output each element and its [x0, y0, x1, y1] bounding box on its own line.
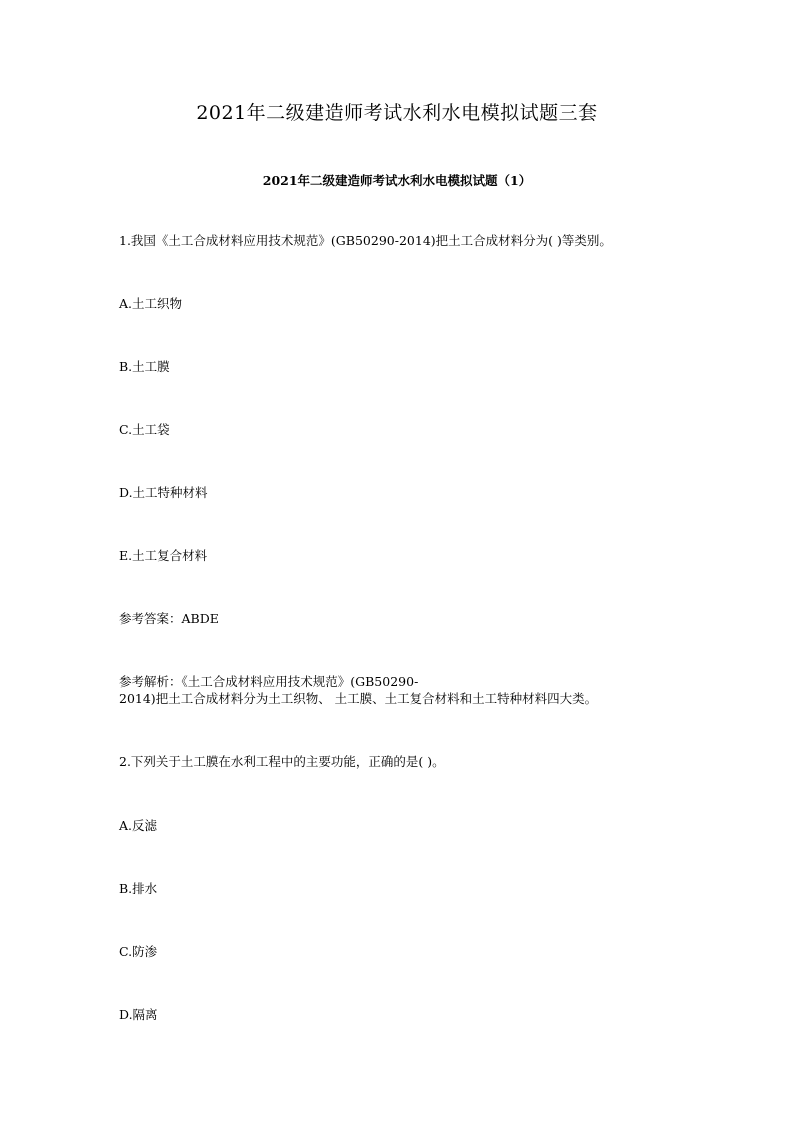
option-d: D.隔离: [119, 1007, 158, 1022]
option-b: B.排水: [119, 881, 158, 896]
question-stem: 2.下列关于土工膜在水利工程中的主要功能，正确的是( )。: [119, 754, 445, 769]
document-title: 2021年二级建造师考试水利水电模拟试题三套: [196, 102, 598, 124]
reference-answer: 参考答案：ABDE: [119, 611, 219, 626]
option-c: C.土工袋: [119, 422, 170, 437]
option-d: D.土工特种材料: [119, 485, 208, 500]
question-stem: 1.我国《土工合成材料应用技术规范》(GB50290-2014)把土工合成材料分为( )等类别。: [119, 233, 612, 248]
section-title: 2021年二级建造师考试水利水电模拟试题（1）: [262, 173, 532, 188]
reference-analysis-line-2: 2014)把土工合成材料分为土工织物、 土工膜、土工复合材料和土工特种材料四大类。: [119, 691, 598, 706]
option-a: A.土工织物: [119, 296, 183, 311]
option-b: B.土工膜: [119, 359, 170, 374]
option-c: C.防渗: [119, 944, 158, 959]
option-a: A.反滤: [119, 818, 158, 833]
option-e: E.土工复合材料: [119, 548, 208, 563]
reference-analysis-line-1: 参考解析：《土工合成材料应用技术规范》(GB50290-: [119, 674, 419, 689]
